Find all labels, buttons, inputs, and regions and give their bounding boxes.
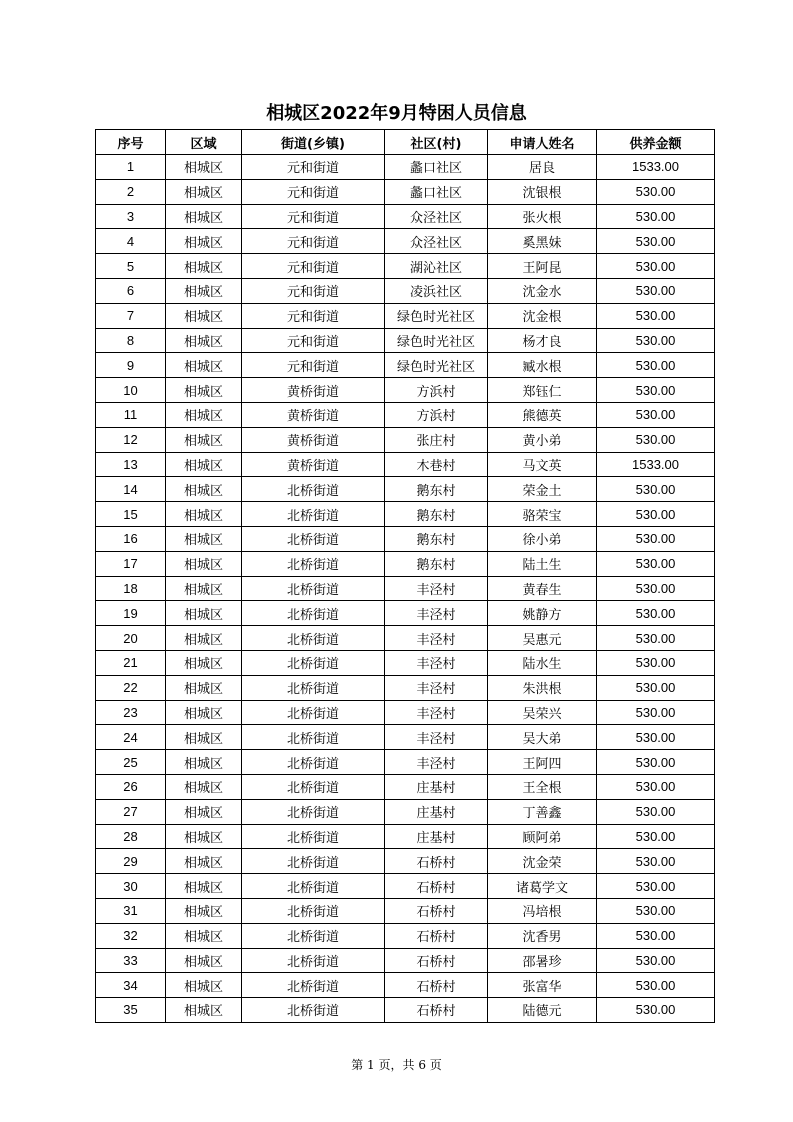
cell-area: 相城区 bbox=[166, 998, 242, 1023]
table-row bbox=[96, 750, 715, 775]
cell-community: 石桥村 bbox=[385, 998, 488, 1023]
cell-index: 20 bbox=[96, 626, 166, 651]
table-row bbox=[96, 725, 715, 750]
cell-area: 相城区 bbox=[166, 254, 242, 279]
cell-community: 石桥村 bbox=[385, 973, 488, 998]
column-header-amount: 供养金额 bbox=[597, 130, 715, 155]
cell-community: 湖沁社区 bbox=[385, 254, 488, 279]
table-row bbox=[96, 576, 715, 601]
cell-street: 黄桥街道 bbox=[242, 402, 385, 427]
cell-index: 8 bbox=[96, 328, 166, 353]
cell-index: 12 bbox=[96, 427, 166, 452]
table-row bbox=[96, 700, 715, 725]
cell-area: 相城区 bbox=[166, 849, 242, 874]
cell-index: 5 bbox=[96, 254, 166, 279]
cell-index: 29 bbox=[96, 849, 166, 874]
cell-street: 北桥街道 bbox=[242, 725, 385, 750]
cell-community: 丰泾村 bbox=[385, 725, 488, 750]
cell-street: 北桥街道 bbox=[242, 576, 385, 601]
cell-area: 相城区 bbox=[166, 824, 242, 849]
column-header-index: 序号 bbox=[96, 130, 166, 155]
cell-street: 北桥街道 bbox=[242, 750, 385, 775]
cell-index: 34 bbox=[96, 973, 166, 998]
cell-community: 绿色时光社区 bbox=[385, 353, 488, 378]
cell-street: 黄桥街道 bbox=[242, 452, 385, 477]
cell-street: 北桥街道 bbox=[242, 626, 385, 651]
table-row bbox=[96, 626, 715, 651]
cell-area: 相城区 bbox=[166, 874, 242, 899]
table-body bbox=[96, 155, 715, 1023]
cell-area: 相城区 bbox=[166, 973, 242, 998]
cell-street: 北桥街道 bbox=[242, 502, 385, 527]
cell-applicant: 荣金土 bbox=[488, 477, 597, 502]
table-row bbox=[96, 229, 715, 254]
cell-index: 24 bbox=[96, 725, 166, 750]
table-row bbox=[96, 254, 715, 279]
cell-street: 北桥街道 bbox=[242, 601, 385, 626]
cell-index: 11 bbox=[96, 402, 166, 427]
table-row bbox=[96, 179, 715, 204]
page-footer: 第 1 页，共 6 页 bbox=[351, 1058, 442, 1072]
cell-community: 石桥村 bbox=[385, 948, 488, 973]
table-row bbox=[96, 328, 715, 353]
table-row bbox=[96, 477, 715, 502]
cell-index: 16 bbox=[96, 526, 166, 551]
cell-amount: 530.00 bbox=[597, 700, 715, 725]
cell-area: 相城区 bbox=[166, 725, 242, 750]
cell-street: 黄桥街道 bbox=[242, 378, 385, 403]
cell-area: 相城区 bbox=[166, 452, 242, 477]
cell-area: 相城区 bbox=[166, 477, 242, 502]
cell-index: 7 bbox=[96, 303, 166, 328]
cell-area: 相城区 bbox=[166, 427, 242, 452]
cell-index: 6 bbox=[96, 278, 166, 303]
column-header-community: 社区(村) bbox=[385, 130, 488, 155]
cell-community: 丰泾村 bbox=[385, 675, 488, 700]
cell-area: 相城区 bbox=[166, 948, 242, 973]
table-row bbox=[96, 675, 715, 700]
cell-street: 黄桥街道 bbox=[242, 427, 385, 452]
cell-applicant: 邵暑珍 bbox=[488, 948, 597, 973]
cell-community: 丰泾村 bbox=[385, 601, 488, 626]
cell-area: 相城区 bbox=[166, 551, 242, 576]
cell-community: 鹅东村 bbox=[385, 477, 488, 502]
cell-community: 绿色时光社区 bbox=[385, 328, 488, 353]
table-header-row bbox=[96, 130, 715, 155]
cell-index: 35 bbox=[96, 998, 166, 1023]
cell-applicant: 张火根 bbox=[488, 204, 597, 229]
table-row bbox=[96, 526, 715, 551]
table-row bbox=[96, 973, 715, 998]
cell-amount: 530.00 bbox=[597, 923, 715, 948]
table-row bbox=[96, 303, 715, 328]
cell-applicant: 黄小弟 bbox=[488, 427, 597, 452]
cell-area: 相城区 bbox=[166, 155, 242, 180]
cell-index: 27 bbox=[96, 799, 166, 824]
cell-applicant: 熊德英 bbox=[488, 402, 597, 427]
cell-amount: 530.00 bbox=[597, 353, 715, 378]
cell-applicant: 沈金根 bbox=[488, 303, 597, 328]
table-row bbox=[96, 774, 715, 799]
cell-index: 17 bbox=[96, 551, 166, 576]
cell-applicant: 姚静方 bbox=[488, 601, 597, 626]
cell-area: 相城区 bbox=[166, 229, 242, 254]
cell-street: 北桥街道 bbox=[242, 526, 385, 551]
cell-community: 庄基村 bbox=[385, 824, 488, 849]
cell-applicant: 陆德元 bbox=[488, 998, 597, 1023]
table-row bbox=[96, 551, 715, 576]
cell-community: 木巷村 bbox=[385, 452, 488, 477]
cell-area: 相城区 bbox=[166, 898, 242, 923]
cell-index: 22 bbox=[96, 675, 166, 700]
cell-community: 方浜村 bbox=[385, 378, 488, 403]
table-row bbox=[96, 278, 715, 303]
cell-area: 相城区 bbox=[166, 650, 242, 675]
table-row bbox=[96, 402, 715, 427]
cell-street: 北桥街道 bbox=[242, 799, 385, 824]
cell-area: 相城区 bbox=[166, 278, 242, 303]
cell-index: 9 bbox=[96, 353, 166, 378]
cell-amount: 530.00 bbox=[597, 799, 715, 824]
cell-area: 相城区 bbox=[166, 799, 242, 824]
table-row bbox=[96, 155, 715, 180]
cell-applicant: 丁善鑫 bbox=[488, 799, 597, 824]
cell-applicant: 王全根 bbox=[488, 774, 597, 799]
table-row bbox=[96, 502, 715, 527]
cell-amount: 530.00 bbox=[597, 725, 715, 750]
cell-index: 13 bbox=[96, 452, 166, 477]
cell-applicant: 居良 bbox=[488, 155, 597, 180]
cell-community: 丰泾村 bbox=[385, 626, 488, 651]
cell-street: 元和街道 bbox=[242, 229, 385, 254]
cell-street: 北桥街道 bbox=[242, 874, 385, 899]
cell-street: 北桥街道 bbox=[242, 898, 385, 923]
table-row bbox=[96, 204, 715, 229]
table-row bbox=[96, 799, 715, 824]
cell-community: 石桥村 bbox=[385, 898, 488, 923]
cell-applicant: 沈香男 bbox=[488, 923, 597, 948]
cell-applicant: 黄春生 bbox=[488, 576, 597, 601]
cell-amount: 1533.00 bbox=[597, 452, 715, 477]
cell-community: 方浜村 bbox=[385, 402, 488, 427]
table-row bbox=[96, 923, 715, 948]
table-row bbox=[96, 874, 715, 899]
cell-street: 北桥街道 bbox=[242, 973, 385, 998]
cell-street: 元和街道 bbox=[242, 328, 385, 353]
recipients-table bbox=[95, 129, 715, 1023]
cell-street: 北桥街道 bbox=[242, 700, 385, 725]
cell-area: 相城区 bbox=[166, 328, 242, 353]
cell-index: 32 bbox=[96, 923, 166, 948]
cell-amount: 530.00 bbox=[597, 427, 715, 452]
cell-area: 相城区 bbox=[166, 378, 242, 403]
cell-applicant: 郑钰仁 bbox=[488, 378, 597, 403]
cell-index: 31 bbox=[96, 898, 166, 923]
table-row bbox=[96, 601, 715, 626]
cell-index: 18 bbox=[96, 576, 166, 601]
cell-applicant: 陆土生 bbox=[488, 551, 597, 576]
cell-area: 相城区 bbox=[166, 700, 242, 725]
cell-community: 丰泾村 bbox=[385, 750, 488, 775]
cell-amount: 530.00 bbox=[597, 849, 715, 874]
cell-area: 相城区 bbox=[166, 204, 242, 229]
cell-amount: 530.00 bbox=[597, 675, 715, 700]
cell-amount: 530.00 bbox=[597, 402, 715, 427]
cell-applicant: 张富华 bbox=[488, 973, 597, 998]
cell-applicant: 杨才良 bbox=[488, 328, 597, 353]
cell-area: 相城区 bbox=[166, 303, 242, 328]
cell-index: 26 bbox=[96, 774, 166, 799]
cell-street: 北桥街道 bbox=[242, 650, 385, 675]
table-row bbox=[96, 378, 715, 403]
cell-amount: 530.00 bbox=[597, 750, 715, 775]
table-row bbox=[96, 824, 715, 849]
cell-applicant: 骆荣宝 bbox=[488, 502, 597, 527]
cell-applicant: 吴大弟 bbox=[488, 725, 597, 750]
cell-community: 鹅东村 bbox=[385, 526, 488, 551]
cell-street: 元和街道 bbox=[242, 254, 385, 279]
cell-applicant: 沈银根 bbox=[488, 179, 597, 204]
cell-amount: 530.00 bbox=[597, 254, 715, 279]
cell-community: 庄基村 bbox=[385, 774, 488, 799]
cell-street: 元和街道 bbox=[242, 204, 385, 229]
cell-community: 庄基村 bbox=[385, 799, 488, 824]
cell-area: 相城区 bbox=[166, 576, 242, 601]
cell-community: 鹅东村 bbox=[385, 551, 488, 576]
cell-community: 众泾社区 bbox=[385, 204, 488, 229]
cell-applicant: 王阿四 bbox=[488, 750, 597, 775]
cell-applicant: 臧水根 bbox=[488, 353, 597, 378]
cell-index: 30 bbox=[96, 874, 166, 899]
cell-community: 石桥村 bbox=[385, 923, 488, 948]
table-row bbox=[96, 427, 715, 452]
table-row bbox=[96, 948, 715, 973]
cell-area: 相城区 bbox=[166, 526, 242, 551]
cell-amount: 1533.00 bbox=[597, 155, 715, 180]
cell-amount: 530.00 bbox=[597, 278, 715, 303]
cell-community: 蠡口社区 bbox=[385, 179, 488, 204]
table-row bbox=[96, 898, 715, 923]
cell-amount: 530.00 bbox=[597, 378, 715, 403]
table-row bbox=[96, 849, 715, 874]
cell-amount: 530.00 bbox=[597, 948, 715, 973]
cell-street: 北桥街道 bbox=[242, 948, 385, 973]
cell-amount: 530.00 bbox=[597, 626, 715, 651]
cell-street: 北桥街道 bbox=[242, 849, 385, 874]
cell-street: 北桥街道 bbox=[242, 477, 385, 502]
cell-amount: 530.00 bbox=[597, 824, 715, 849]
cell-applicant: 诸葛学文 bbox=[488, 874, 597, 899]
cell-community: 丰泾村 bbox=[385, 650, 488, 675]
column-header-applicant: 申请人姓名 bbox=[488, 130, 597, 155]
cell-index: 4 bbox=[96, 229, 166, 254]
cell-index: 19 bbox=[96, 601, 166, 626]
cell-index: 10 bbox=[96, 378, 166, 403]
cell-amount: 530.00 bbox=[597, 601, 715, 626]
cell-amount: 530.00 bbox=[597, 898, 715, 923]
cell-area: 相城区 bbox=[166, 626, 242, 651]
cell-amount: 530.00 bbox=[597, 502, 715, 527]
table-row bbox=[96, 452, 715, 477]
cell-amount: 530.00 bbox=[597, 526, 715, 551]
table-row bbox=[96, 998, 715, 1023]
cell-applicant: 马文英 bbox=[488, 452, 597, 477]
page-title: 相城区2022年9月特困人员信息 bbox=[266, 103, 527, 124]
cell-applicant: 朱洪根 bbox=[488, 675, 597, 700]
cell-amount: 530.00 bbox=[597, 650, 715, 675]
cell-amount: 530.00 bbox=[597, 874, 715, 899]
cell-street: 元和街道 bbox=[242, 179, 385, 204]
cell-applicant: 奚黑妹 bbox=[488, 229, 597, 254]
column-header-area: 区域 bbox=[166, 130, 242, 155]
cell-area: 相城区 bbox=[166, 675, 242, 700]
column-header-street: 街道(乡镇) bbox=[242, 130, 385, 155]
cell-amount: 530.00 bbox=[597, 998, 715, 1023]
table-row bbox=[96, 650, 715, 675]
cell-applicant: 冯培根 bbox=[488, 898, 597, 923]
cell-area: 相城区 bbox=[166, 179, 242, 204]
cell-amount: 530.00 bbox=[597, 774, 715, 799]
cell-applicant: 徐小弟 bbox=[488, 526, 597, 551]
cell-community: 石桥村 bbox=[385, 849, 488, 874]
cell-street: 元和街道 bbox=[242, 303, 385, 328]
cell-applicant: 吴惠元 bbox=[488, 626, 597, 651]
cell-community: 张庄村 bbox=[385, 427, 488, 452]
cell-street: 元和街道 bbox=[242, 155, 385, 180]
cell-community: 丰泾村 bbox=[385, 700, 488, 725]
cell-applicant: 陆水生 bbox=[488, 650, 597, 675]
cell-community: 丰泾村 bbox=[385, 576, 488, 601]
cell-street: 元和街道 bbox=[242, 353, 385, 378]
cell-index: 1 bbox=[96, 155, 166, 180]
cell-applicant: 沈金荣 bbox=[488, 849, 597, 874]
cell-applicant: 王阿昆 bbox=[488, 254, 597, 279]
cell-street: 北桥街道 bbox=[242, 675, 385, 700]
cell-amount: 530.00 bbox=[597, 303, 715, 328]
table-row bbox=[96, 353, 715, 378]
cell-index: 25 bbox=[96, 750, 166, 775]
cell-street: 北桥街道 bbox=[242, 824, 385, 849]
cell-area: 相城区 bbox=[166, 353, 242, 378]
cell-area: 相城区 bbox=[166, 750, 242, 775]
cell-amount: 530.00 bbox=[597, 973, 715, 998]
cell-index: 28 bbox=[96, 824, 166, 849]
cell-community: 鹅东村 bbox=[385, 502, 488, 527]
cell-street: 北桥街道 bbox=[242, 998, 385, 1023]
cell-amount: 530.00 bbox=[597, 576, 715, 601]
cell-area: 相城区 bbox=[166, 502, 242, 527]
cell-community: 众泾社区 bbox=[385, 229, 488, 254]
cell-area: 相城区 bbox=[166, 774, 242, 799]
cell-index: 33 bbox=[96, 948, 166, 973]
cell-street: 北桥街道 bbox=[242, 923, 385, 948]
cell-applicant: 沈金水 bbox=[488, 278, 597, 303]
cell-area: 相城区 bbox=[166, 601, 242, 626]
cell-amount: 530.00 bbox=[597, 229, 715, 254]
cell-index: 23 bbox=[96, 700, 166, 725]
cell-applicant: 顾阿弟 bbox=[488, 824, 597, 849]
cell-index: 2 bbox=[96, 179, 166, 204]
cell-community: 石桥村 bbox=[385, 874, 488, 899]
cell-amount: 530.00 bbox=[597, 204, 715, 229]
cell-amount: 530.00 bbox=[597, 477, 715, 502]
cell-index: 15 bbox=[96, 502, 166, 527]
cell-amount: 530.00 bbox=[597, 179, 715, 204]
cell-area: 相城区 bbox=[166, 402, 242, 427]
cell-index: 21 bbox=[96, 650, 166, 675]
cell-street: 北桥街道 bbox=[242, 551, 385, 576]
cell-street: 元和街道 bbox=[242, 278, 385, 303]
cell-community: 绿色时光社区 bbox=[385, 303, 488, 328]
cell-street: 北桥街道 bbox=[242, 774, 385, 799]
cell-amount: 530.00 bbox=[597, 328, 715, 353]
cell-community: 蠡口社区 bbox=[385, 155, 488, 180]
cell-amount: 530.00 bbox=[597, 551, 715, 576]
cell-community: 凌浜社区 bbox=[385, 278, 488, 303]
cell-index: 3 bbox=[96, 204, 166, 229]
cell-applicant: 吴荣兴 bbox=[488, 700, 597, 725]
cell-index: 14 bbox=[96, 477, 166, 502]
cell-area: 相城区 bbox=[166, 923, 242, 948]
